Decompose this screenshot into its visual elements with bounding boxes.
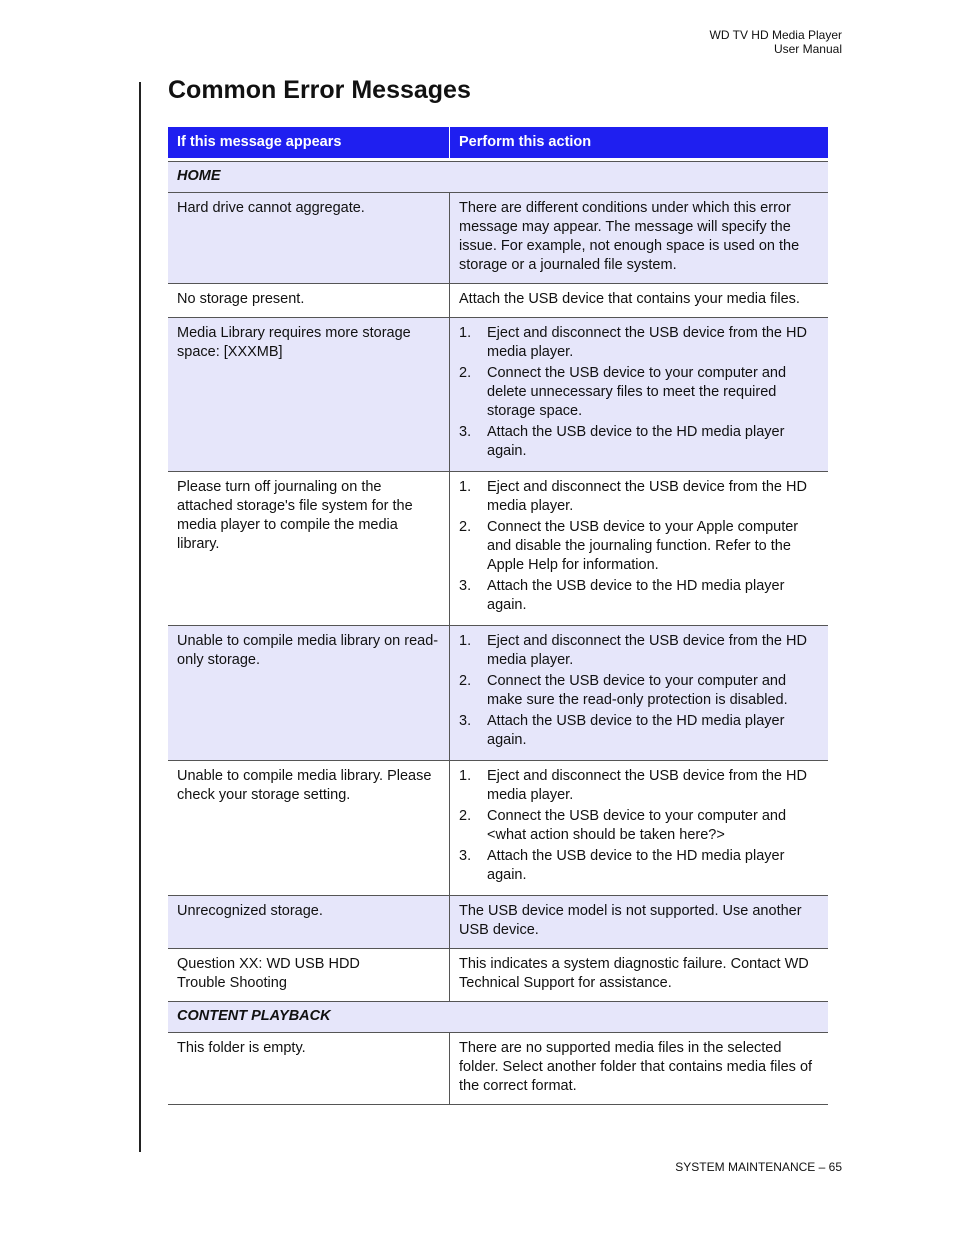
table-row <box>168 949 828 1002</box>
step-text: Attach the USB device to the HD media player again. <box>487 424 785 459</box>
step-text: Attach the USB device to the HD media player again. <box>487 713 785 748</box>
error-message-cell: No storage present. <box>168 284 450 318</box>
action-cell <box>450 318 829 472</box>
table-row <box>168 761 828 896</box>
action-steps <box>459 324 819 461</box>
step-number: 2. <box>459 519 472 535</box>
error-message-cell: Question XX: WD USB HDD Trouble Shooting <box>168 949 450 1002</box>
action-cell <box>450 896 829 949</box>
error-message-cell: Unable to compile media library on read-only storage. <box>168 626 450 761</box>
action-step <box>459 767 819 805</box>
step-number: 1. <box>459 325 472 341</box>
error-message-cell: Hard drive cannot aggregate. <box>168 193 450 284</box>
action-cell <box>450 193 829 284</box>
action-cell <box>450 949 829 1002</box>
action-step <box>459 364 819 421</box>
section-row <box>168 1002 828 1033</box>
step-number: 2. <box>459 673 472 689</box>
action-text: There are different conditions under which this error message may appear. The message will specify the issue. For example, not enough space is used on the storage or a journaled file system. <box>459 200 800 273</box>
action-cell <box>450 626 829 761</box>
action-text: Attach the USB device that contains your media files. <box>459 291 800 307</box>
column-header-message: If this message appears <box>168 127 450 158</box>
action-cell <box>450 1033 829 1105</box>
action-step <box>459 324 819 362</box>
page-title: Common Error Messages <box>168 76 471 104</box>
table-row <box>168 193 828 284</box>
step-text: Attach the USB device to the HD media player again. <box>487 848 785 883</box>
error-message-cell: Please turn off journaling on the attached storage's file system for the media player to compile the media library. <box>168 472 450 626</box>
action-cell <box>450 284 829 318</box>
table-row <box>168 318 828 472</box>
step-text: Eject and disconnect the USB device from the HD media player. <box>487 479 807 514</box>
action-text: There are no supported media files in the selected folder. Select another folder that contains media files of the correct format. <box>459 1040 813 1094</box>
action-steps <box>459 478 819 615</box>
table-row <box>168 472 828 626</box>
column-header-action: Perform this action <box>450 127 829 158</box>
action-cell <box>450 472 829 626</box>
page-footer: SYSTEM MAINTENANCE – 65 <box>675 1160 842 1174</box>
action-step <box>459 672 819 710</box>
error-message-cell: Unable to compile media library. Please check your storage setting. <box>168 761 450 896</box>
action-step <box>459 577 819 615</box>
step-text: Eject and disconnect the USB device from the HD media player. <box>487 325 807 360</box>
action-step <box>459 847 819 885</box>
table-header-row <box>168 127 828 158</box>
table-row <box>168 284 828 318</box>
error-messages-table <box>168 127 828 1105</box>
step-text: Eject and disconnect the USB device from the HD media player. <box>487 633 807 668</box>
step-text: Connect the USB device to your Apple computer and disable the journaling function. Refer to the Apple Help for information. <box>487 519 799 573</box>
step-number: 1. <box>459 633 472 649</box>
action-step <box>459 518 819 575</box>
action-steps <box>459 632 819 750</box>
table-body <box>168 158 828 1105</box>
action-step <box>459 807 819 845</box>
step-number: 3. <box>459 578 472 594</box>
section-row <box>168 162 828 193</box>
left-margin-rule <box>139 82 141 1152</box>
step-number: 3. <box>459 424 472 440</box>
action-step <box>459 478 819 516</box>
step-number: 2. <box>459 365 472 381</box>
table-row <box>168 896 828 949</box>
header-product: WD TV HD Media Player <box>709 28 842 42</box>
step-number: 3. <box>459 713 472 729</box>
step-number: 3. <box>459 848 472 864</box>
action-cell <box>450 761 829 896</box>
action-step <box>459 632 819 670</box>
action-text: The USB device model is not supported. Use another USB device. <box>459 903 802 938</box>
step-text: Connect the USB device to your computer and <what action should be taken here?> <box>487 808 787 843</box>
step-text: Connect the USB device to your computer and make sure the read-only protection is disabled. <box>487 673 788 708</box>
section-title: CONTENT PLAYBACK <box>168 1002 828 1033</box>
step-number: 1. <box>459 479 472 495</box>
action-step <box>459 423 819 461</box>
table-row <box>168 1033 828 1105</box>
action-steps <box>459 767 819 885</box>
table-row <box>168 626 828 761</box>
section-title: HOME <box>168 162 828 193</box>
error-message-cell: This folder is empty. <box>168 1033 450 1105</box>
running-header <box>710 28 842 56</box>
error-message-cell: Media Library requires more storage space: [XXXMB] <box>168 318 450 472</box>
step-number: 2. <box>459 808 472 824</box>
step-text: Attach the USB device to the HD media player again. <box>487 578 785 613</box>
header-doc: User Manual <box>773 42 842 56</box>
action-text: This indicates a system diagnostic failure. Contact WD Technical Support for assistance. <box>459 956 809 991</box>
step-text: Connect the USB device to your computer and delete unnecessary files to meet the required storage space. <box>487 365 787 419</box>
error-message-cell: Unrecognized storage. <box>168 896 450 949</box>
step-text: Eject and disconnect the USB device from the HD media player. <box>487 768 807 803</box>
step-number: 1. <box>459 768 472 784</box>
action-step <box>459 712 819 750</box>
